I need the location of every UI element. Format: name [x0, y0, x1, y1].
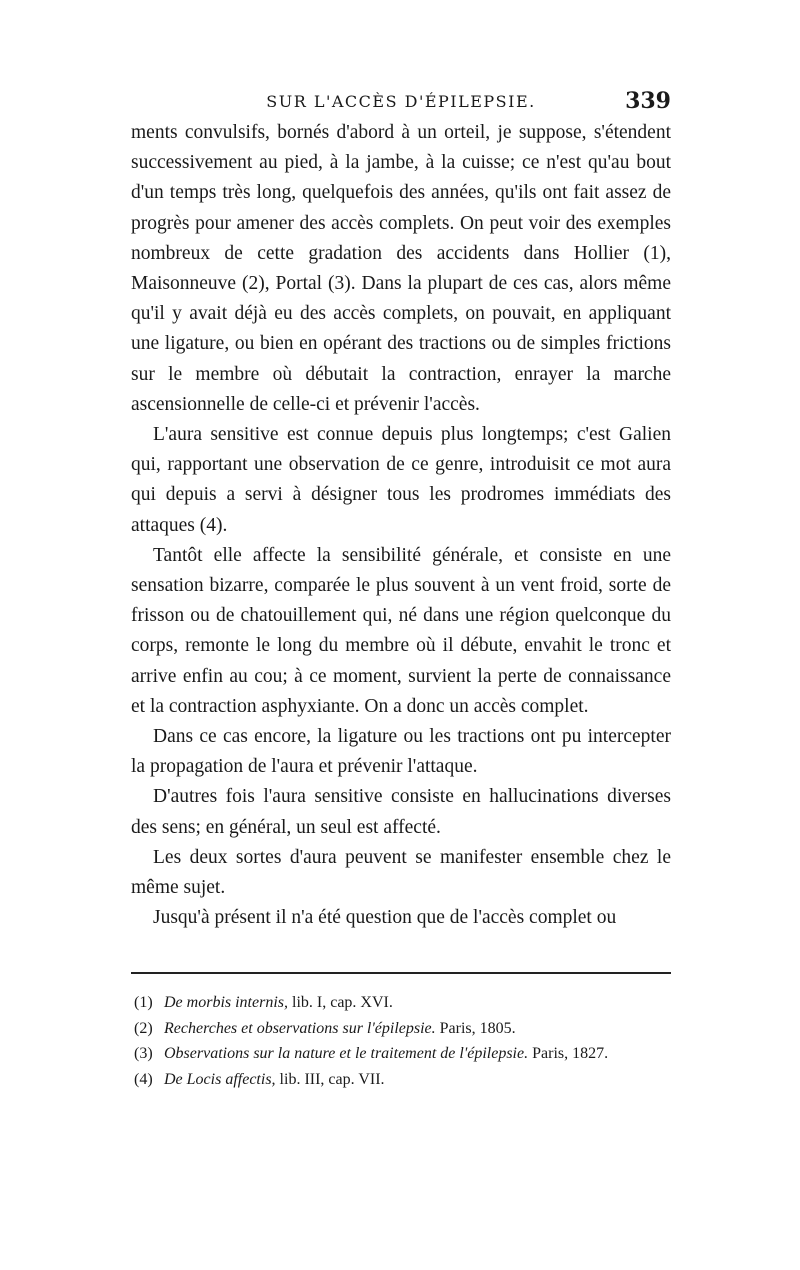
page-number: 339	[625, 88, 671, 114]
paragraph: Tantôt elle affecte la sensibilité générale, et consiste en une sensation bizarre, comparée le plus souvent à un vent froid, sorte de frisson ou de chatouillement qui, né dans une région quelconque du corps, remonte le long du membre où il débute, envahit le tronc et arrive enfin au cou; à ce moment, survient la perte de connaissance et la contraction asphyxiante. On a donc un accès complet.	[131, 544, 671, 717]
footnote-divider	[131, 972, 671, 974]
running-head	[131, 88, 671, 118]
paragraph: D'autres fois l'aura sensitive consiste en hallucinations diverses des sens; en général, un seul est affecté.	[131, 786, 671, 838]
footnote	[134, 990, 674, 1016]
footnote	[134, 1041, 674, 1067]
footnote-title: Observations sur la nature et le traitement de l'épilepsie.	[164, 1045, 529, 1062]
footnote-reference: lib. I, cap. XVI.	[288, 994, 393, 1011]
body-text	[131, 118, 671, 933]
footnote-number: (3)	[134, 1045, 153, 1062]
footnote-number: (1)	[134, 994, 153, 1011]
footnote	[134, 1016, 674, 1042]
footnote	[134, 1067, 674, 1093]
footnote-reference: lib. III, cap. VII.	[275, 1070, 385, 1088]
paragraph: Les deux sortes d'aura peuvent se manifester ensemble chez le même sujet.	[131, 846, 671, 899]
footnote-title: De Locis affectis,	[164, 1070, 276, 1088]
running-title: SUR L'ACCÈS D'ÉPILEPSIE.	[266, 92, 536, 111]
footnotes	[134, 990, 674, 1092]
footnote-number: (4)	[134, 1070, 153, 1088]
paragraph: Dans ce cas encore, la ligature ou les tractions ont pu intercepter la propagation de l'aura et prévenir l'attaque.	[131, 726, 671, 778]
footnote-title: De morbis internis,	[164, 994, 288, 1011]
footnote-number: (2)	[134, 1019, 153, 1037]
paragraph: ments convulsifs, bornés d'abord à un orteil, je suppose, s'étendent successivement au pied, à la jambe, à la cuisse; ce n'est qu'au bout d'un temps très long, quelquefois des années, qu'ils ont fait assez de progrès pour amener des accès complets. On peut voir des exemples nombreux de cette gradation des accidents dans Hollier (1), Maisonneuve (2), Portal (3). Dans la plupart de ces cas, alors même qu'il y avait déjà eu des accès complets, on pouvait, en appliquant une ligature, ou bien en opérant des tractions ou de simples frictions sur le membre où débutait la contraction, enrayer la marche ascensionnelle de celle-ci et prévenir l'accès.	[131, 122, 671, 415]
paragraph: L'aura sensitive est connue depuis plus longtemps; c'est Galien qui, rapportant une observation de ce genre, introduisit ce mot aura qui depuis a servi à désigner tous les prodromes immédiats des attaques (4).	[131, 424, 671, 536]
paragraph: Jusqu'à présent il n'a été question que de l'accès complet ou	[153, 907, 617, 929]
footnote-title: Recherches et observations sur l'épilepsie.	[164, 1019, 436, 1037]
footnote-reference: Paris, 1827.	[528, 1045, 609, 1062]
footnote-reference: Paris, 1805.	[435, 1019, 516, 1037]
